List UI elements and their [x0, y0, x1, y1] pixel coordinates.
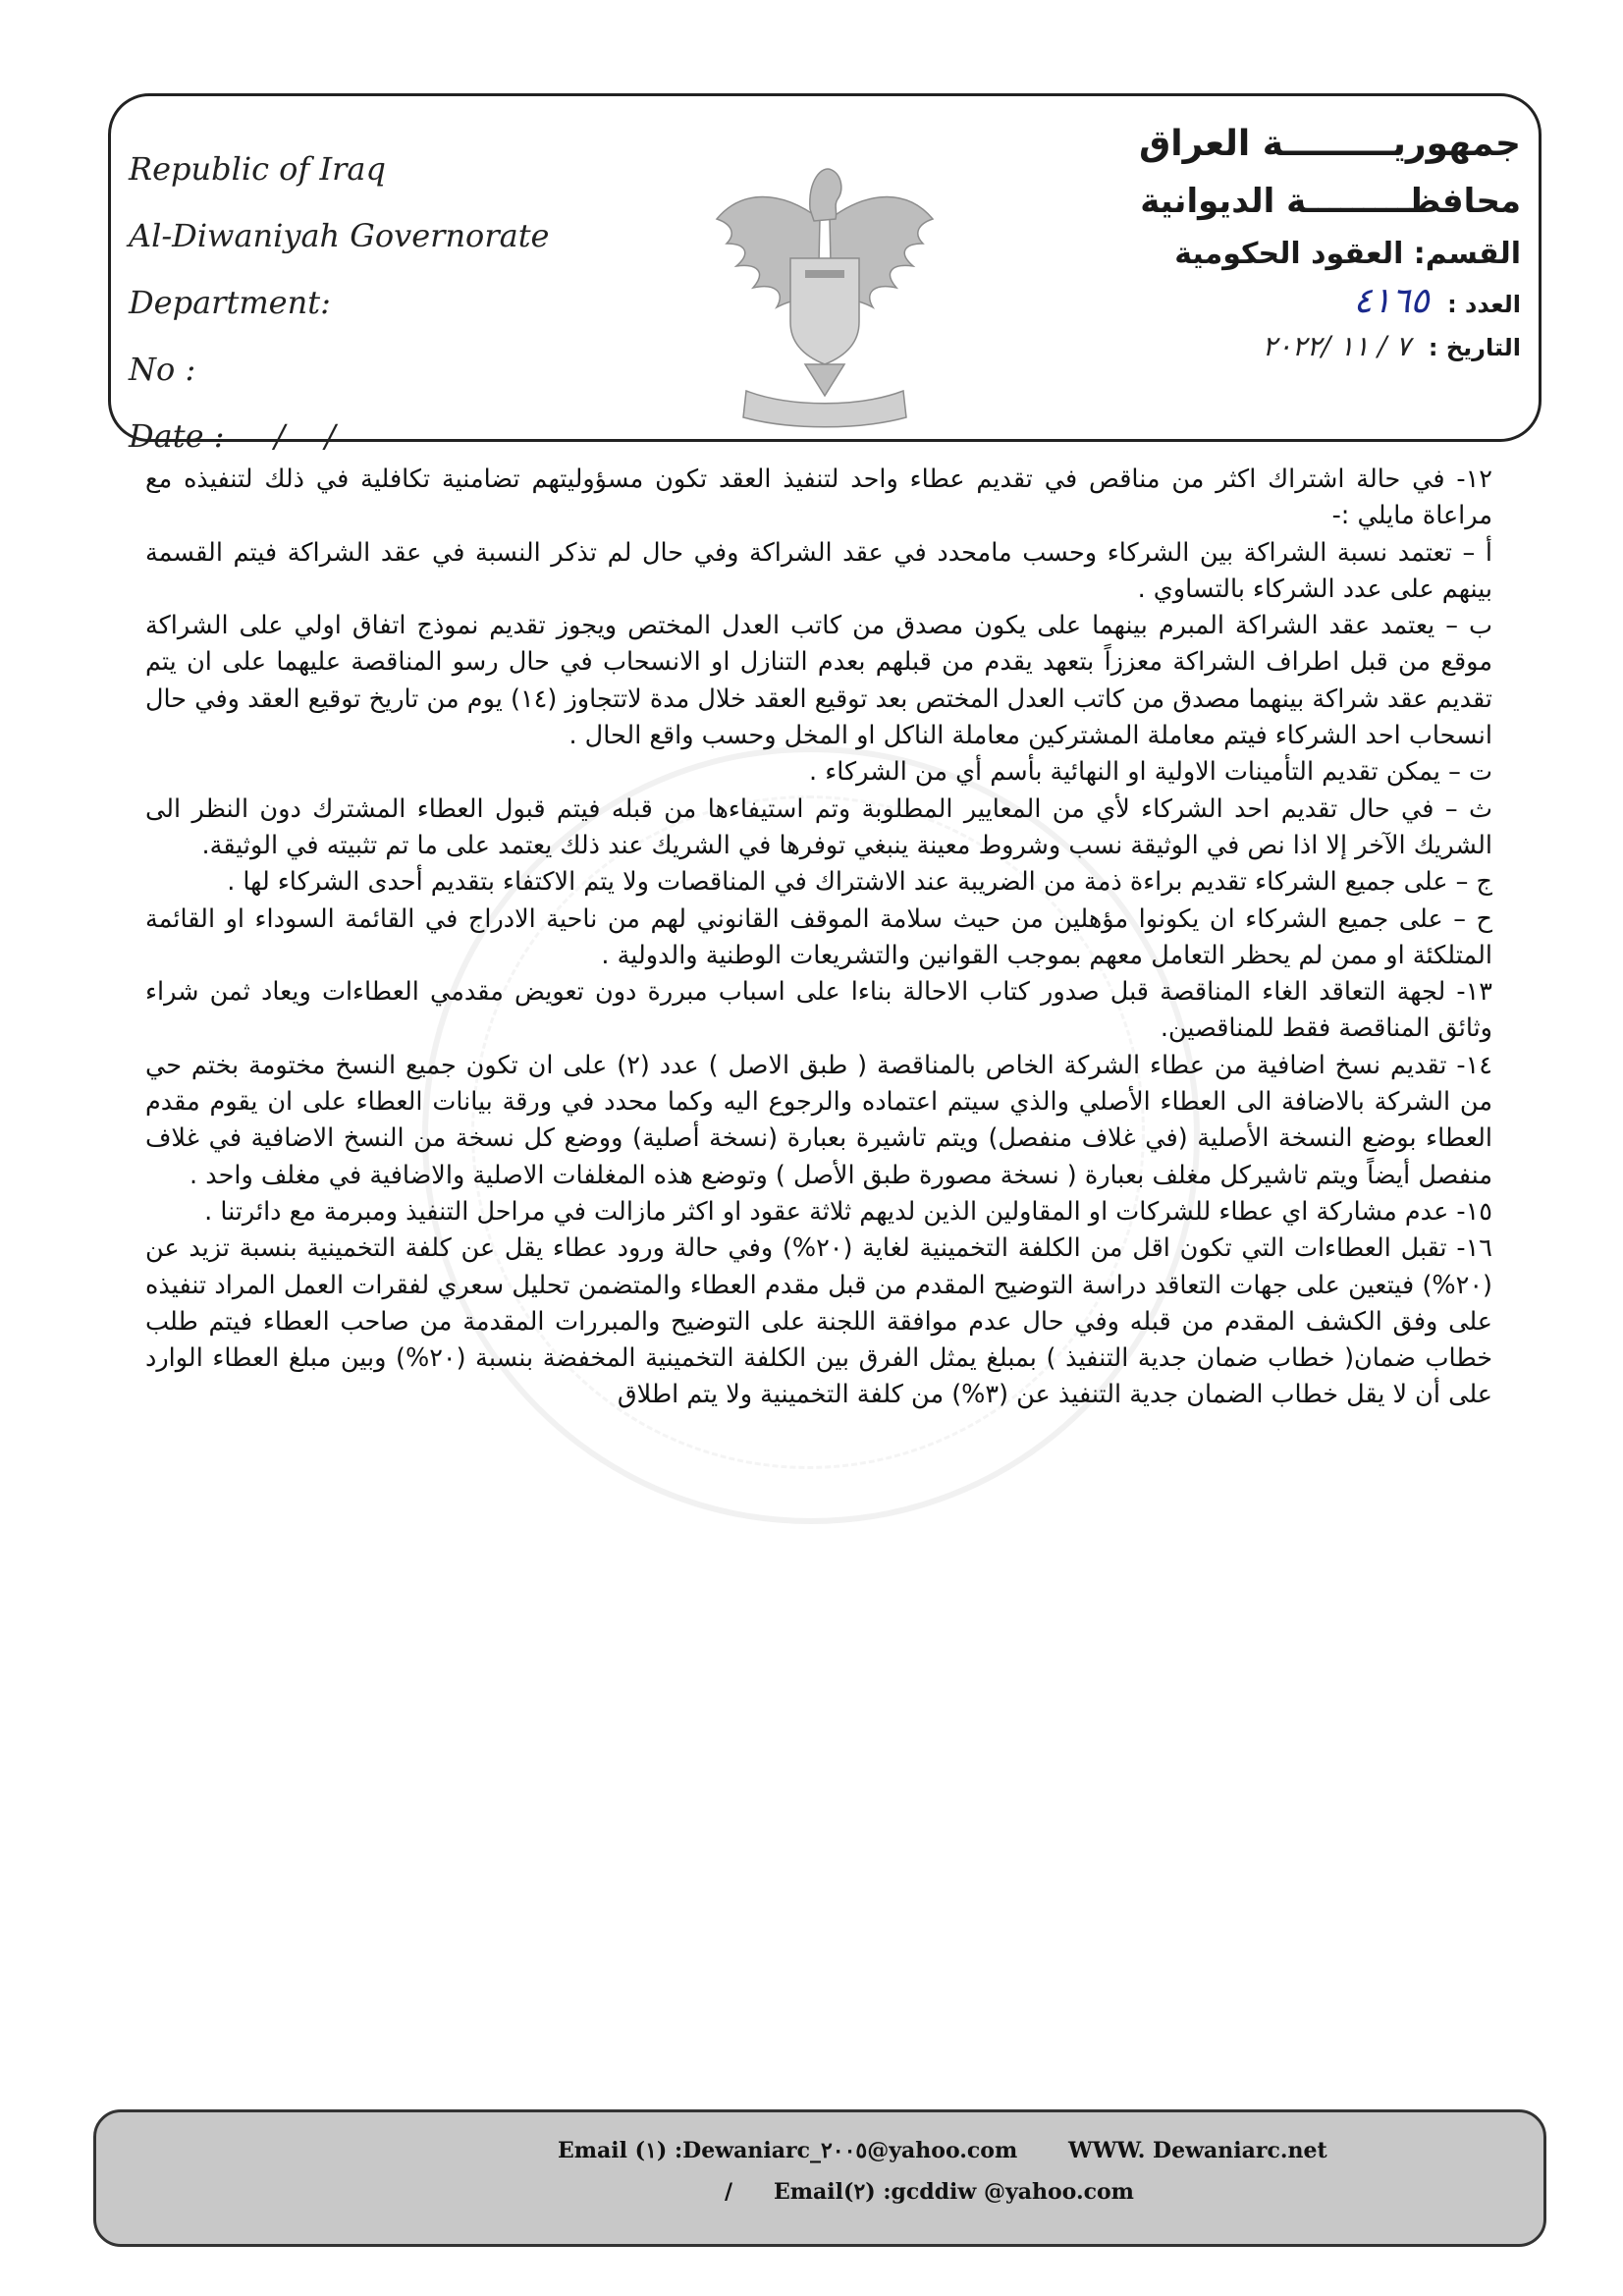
- paragraph: ت – يمكن تقديم التأمينات الاولية او النهائية بأسم أي من الشركاء .: [809, 757, 1492, 788]
- footer-website: WWW. Dewaniarc.net: [1068, 2138, 1327, 2163]
- paragraph: ١٦- تقبل العطاءات التي تكون اقل من الكلفة التخمينية لغاية (٢٠%) وفي حالة ورود عطاء يقل عن كلفة التخمينية بنسبة تزيد عن (٢٠%) فيتعين على جهات التعاقد دراسة التوضيح المقدم من قبل مقدم العطاء والمتضمن تحليل سعري لفقرات العمل المراد تنفيذه على وفق الكشف المقدم من قبله وفي حال عدم موافقة اللجنة على التوضيح والمبررات المقدمة من صاحب العطاء فيتم طلب خطاب ضمان( خطاب ضمان جدية التنفيذ ) بمبلغ يمثل الفرق بين الكلفة التخمينية المخفضة بنسبة (٢٠%) وبين مبلغ العطاء الوارد على أن لا يقل خطاب الضمان جدية التنفيذ عن (٣%) من كلفة التخمينية ولا يتم اطلاق: [145, 1233, 1492, 1410]
- department-en: Department:: [129, 284, 331, 321]
- footer: [93, 2109, 1546, 2247]
- english-header: [129, 136, 549, 469]
- paragraph: ج – على جميع الشركاء تقديم براءة ذمة من الضريبة عند الاشتراك في المناقصات ولا يتم الاكتفاء بتقديم أحدى الشركاء لها .: [227, 867, 1492, 898]
- number-ar: [1139, 279, 1521, 324]
- number-en: No :: [129, 351, 196, 388]
- paragraph: ١٥- عدم مشاركة اي عطاء للشركات او المقاولين الذين لديهم ثلاثة عقود او اكثر مازالت في مراحل التنفيذ ومبرمة مع دائرتنا .: [204, 1196, 1492, 1227]
- document-body: [145, 462, 1492, 2048]
- paragraph: ١٤- تقديم نسخ اضافية من عطاء الشركة الخاص بالمناقصة ( طبق الاصل ) عدد (٢) على ان تكون جميع النسخ مختومة بختم حي من الشركة بالاضافة الى العطاء الأصلي والذي سيتم اعتماده والرجوع اليه وكما محدد في ورقة بيانات العطاء على ان يقوم مقدم العطاء بوضع النسخة الأصلية (في غلاف منفصل) ويتم تاشيرة بعبارة (نسخة أصلية) ووضع كل نسخة من النسخ الاضافية في غلاف منفصل أيضاً ويتم تاشيركل مغلف بعبارة ( نسخة مصورة طبق الأصل ) وتوضع هذه المغلفات الاصلية والاضافية في مغلف واحد .: [145, 1050, 1492, 1190]
- paragraph: ب – يعتمد عقد الشراكة المبرم بينهما على يكون مصدق من كاتب العدل المختص ويجوز تقديم نموذج اتفاق اولي على الشراكة موقع من قبل اطراف الشراكة معززاً بتعهد يقدم من قبلهم بعدم التنازل او الانسحاب في حال رسو المناقصة عليهما على ان يتم تقديم عقد شراكة بينهما مصدق من كاتب العدل المختص بعد توقيع العقد خلال مدة لاتتجاوز (١٤) يوم من تاريخ توقيع العقد وفي حال انسحاب احد الشركاء فيتم معاملة المشتركين معاملة الناكل او المخل وحسب واقع الحال .: [145, 611, 1492, 751]
- department-ar: القسم: العقود الحكومية: [1174, 237, 1521, 271]
- letterhead: [108, 93, 1542, 455]
- arabic-header: [1139, 116, 1521, 369]
- footer-email-2: Email(٢) :gcddiw @yahoo.com: [774, 2179, 1134, 2205]
- date-en: Date : / /: [129, 417, 336, 455]
- country-ar: جمهوريـــــــــة العراق: [1139, 124, 1521, 164]
- number-label-ar: العدد :: [1447, 291, 1521, 318]
- paragraph: ١٣- لجهة التعاقد الغاء المناقصة قبل صدور كتاب الاحالة بناءا على اسباب مبررة دون تعويض مقدمي العطاءات ويعاد ثمن شراء وثائق المناقصة فقط للمناقصين.: [145, 977, 1492, 1044]
- footer-email-1: Email (١) :Dewaniarc_٢٠٠٥@yahoo.com: [558, 2138, 1018, 2163]
- country-en: Republic of Iraq: [129, 150, 386, 188]
- date-label-ar: التاريخ :: [1428, 334, 1521, 361]
- paragraph: أ – تعتمد نسبة الشراكة بين الشركاء وحسب مامحدد في عقد الشراكة وفي حال لم تذكر النسبة في عقد الشراكة فيتم القسمة بينهم على عدد الشركاء بالتساوي .: [145, 537, 1492, 604]
- number-value-handwritten: ٤١٦٥: [1353, 281, 1430, 321]
- iraq-eagle-emblem-icon: [712, 150, 938, 430]
- paragraph: ث – في حال تقديم احد الشركاء لأي من المعايير المطلوبة وتم استيفاءها من قبله فيتم قبول العطاء المشترك دون النظر الى الشريك الآخر إلا اذا نص في الوثيقة نسب وشروط معينة ينبغي توفرها في الشريك عند ذلك يعتمد على ما تم تثبيته في الوثيقة.: [145, 793, 1492, 860]
- governorate-en: Al-Diwaniyah Governorate: [129, 217, 550, 254]
- footer-separator: /: [725, 2179, 733, 2205]
- date-value-ar: ٧ / ١١ /٢٠٢٢: [1262, 330, 1411, 362]
- governorate-ar: محافظـــــــــة الديوانية: [1140, 182, 1521, 221]
- date-ar: [1139, 324, 1521, 369]
- paragraph: ١٢- في حالة اشتراك اكثر من مناقص في تقديم عطاء واحد لتنفيذ العقد تكون مسؤوليتهم تضامنية تكافلية في ذلك لتنفيذه مع مراعاة مايلي :-: [145, 465, 1492, 531]
- paragraph: ح – على جميع الشركاء ان يكونوا مؤهلين من حيث سلامة الموقف القانوني لهم من ناحية الادراج في القائمة السوداء او القائمة المتلكئة او ممن لم يحظر التعامل معهم بموجب القوانين والتشريعات الوطنية والدولية .: [145, 903, 1492, 970]
